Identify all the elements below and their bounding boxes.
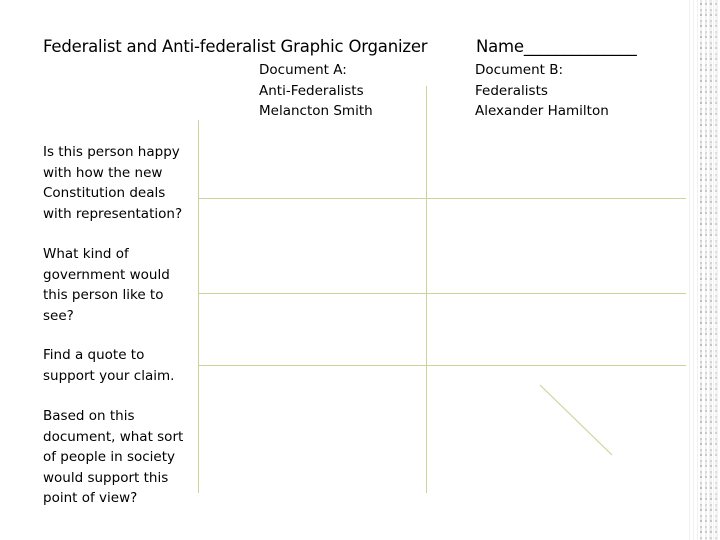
pen-stroke-line bbox=[540, 385, 612, 455]
document-b-label: Document B: bbox=[475, 62, 564, 78]
grid-horizontal-divider-2 bbox=[198, 293, 686, 294]
question-government: What kind of government would this person like to see? bbox=[43, 246, 170, 324]
column-header-document-a bbox=[259, 60, 373, 122]
page-title: Federalist and Anti-federalist Graphic Organizer bbox=[43, 37, 428, 56]
name-field-label: Name______________ bbox=[476, 37, 637, 56]
torn-edge-strip bbox=[705, 0, 707, 540]
torn-edge-strip bbox=[715, 0, 717, 540]
torn-edge-strip bbox=[700, 0, 702, 540]
question-supporters: Based on this document, what sort of people in society would support this point of view? bbox=[43, 408, 184, 506]
grid-horizontal-divider-3 bbox=[198, 365, 686, 366]
document-a-group: Anti-Federalists bbox=[259, 82, 364, 99]
document-a-author: Melancton Smith bbox=[259, 103, 373, 119]
question-representation: Is this person happy with how the new Constitution deals with representation? bbox=[43, 144, 183, 222]
document-b-author: Alexander Hamilton bbox=[475, 103, 609, 119]
torn-page-edge bbox=[686, 0, 720, 540]
pen-stroke-mark bbox=[538, 383, 614, 457]
grid-vertical-divider-left bbox=[198, 120, 199, 493]
column-header-document-b bbox=[475, 60, 609, 122]
grid-vertical-divider-middle bbox=[426, 86, 427, 493]
document-b-group: Federalists bbox=[475, 82, 548, 99]
question-quote: Find a quote to support your claim. bbox=[43, 347, 175, 384]
grid-horizontal-divider-1 bbox=[198, 198, 686, 199]
document-a-label: Document A: bbox=[259, 62, 347, 78]
torn-edge-strip bbox=[710, 0, 712, 540]
